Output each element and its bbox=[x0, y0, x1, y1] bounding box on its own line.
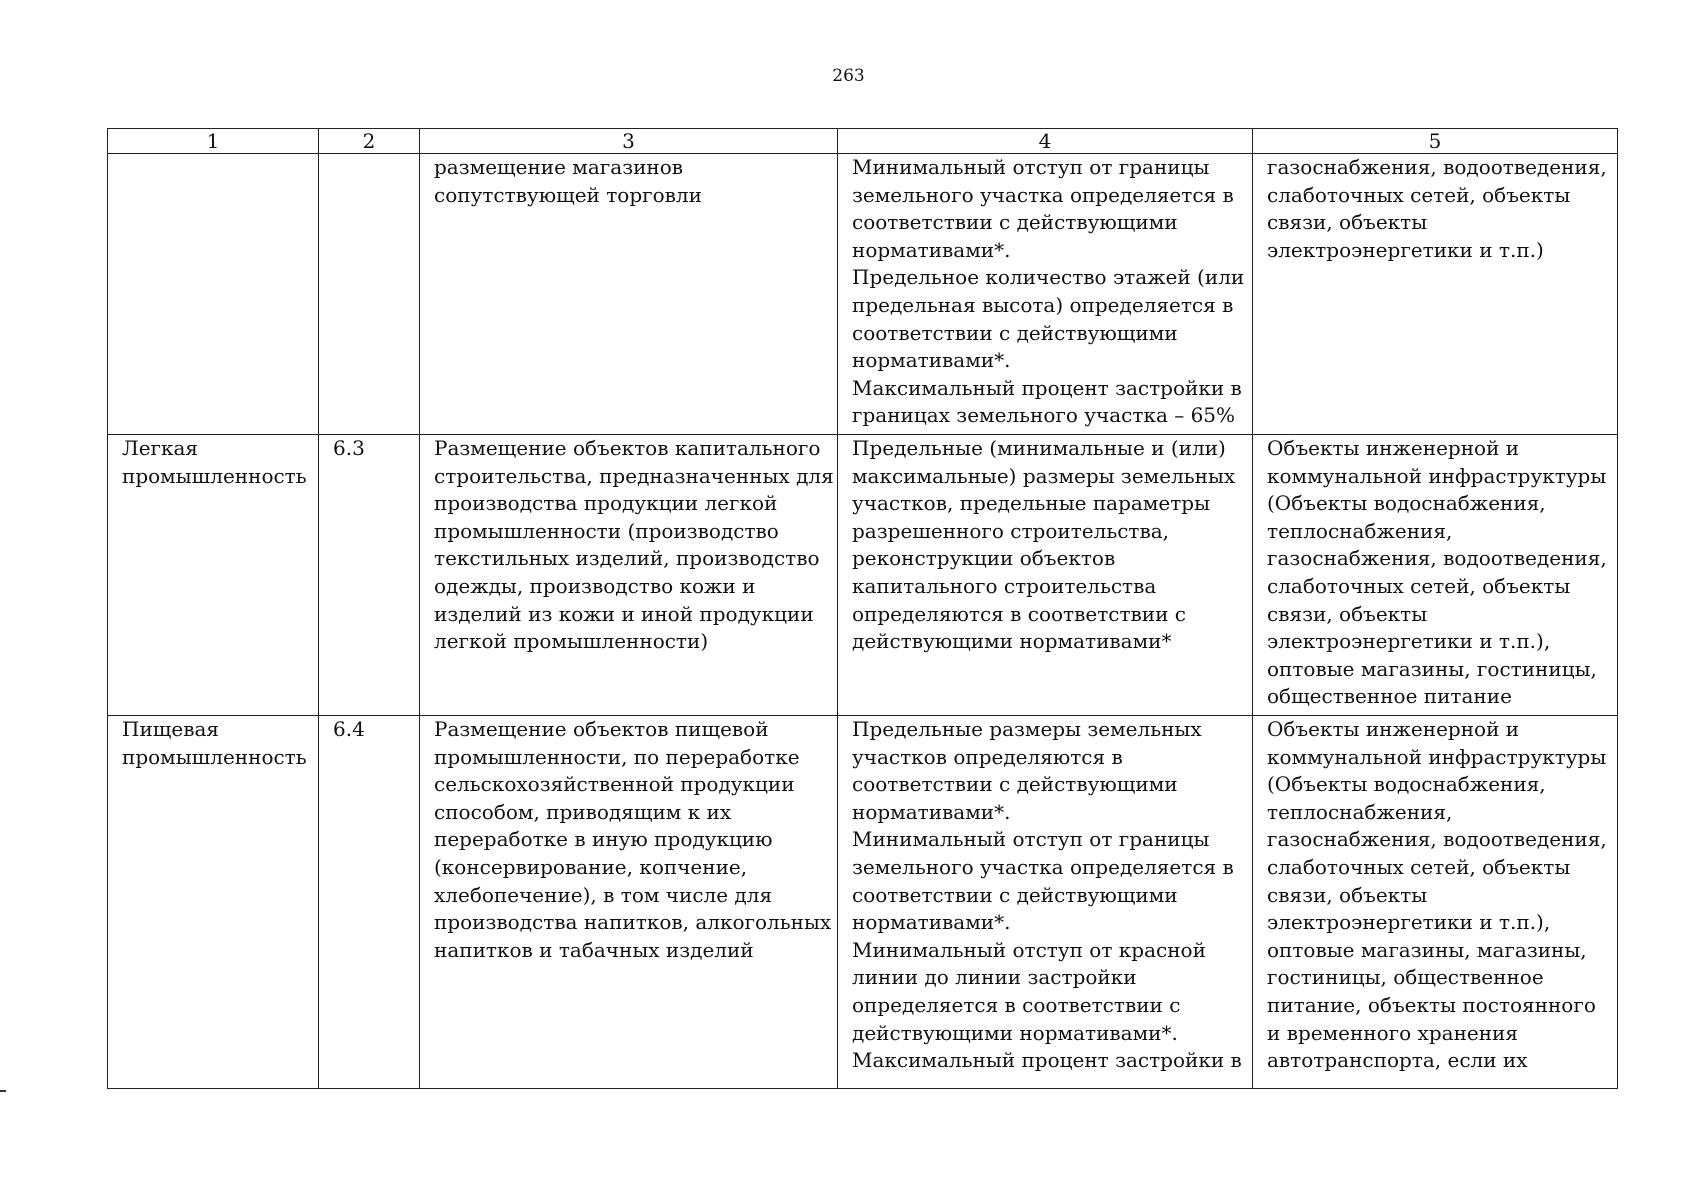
text-line: общественное питание bbox=[1267, 684, 1512, 709]
text-line: участков определяются в bbox=[852, 744, 1123, 769]
text-line: гостиницы, общественное bbox=[1267, 965, 1544, 990]
cell-parameters bbox=[838, 716, 1253, 1089]
text-line: слаботочных сетей, объекты bbox=[1267, 182, 1571, 207]
text-line: и временного хранения bbox=[1267, 1020, 1519, 1045]
text-line: земельного участка определяется в bbox=[852, 182, 1234, 207]
cell-use-name bbox=[108, 716, 319, 1089]
text-line: Размещение объектов пищевой bbox=[434, 717, 769, 741]
text-line: переработке в иную продукцию bbox=[434, 827, 773, 852]
text-line: электроэнергетики и т.п.) bbox=[1267, 237, 1544, 262]
table-row bbox=[108, 435, 1618, 716]
text-line: газоснабжения, водоотведения, bbox=[1267, 827, 1607, 852]
text-line: нормативами*. bbox=[852, 910, 1011, 935]
text-line: коммунальной инфраструктуры bbox=[1267, 744, 1607, 769]
text-line: слаботочных сетей, объекты bbox=[1267, 573, 1571, 598]
text-line: разрешенного строительства, bbox=[852, 518, 1170, 543]
text-line: (Объекты водоснабжения, bbox=[1267, 491, 1546, 516]
text-line: теплоснабжения, bbox=[1267, 799, 1453, 824]
text-line: Объекты инженерной и bbox=[1267, 717, 1520, 741]
text-line: слаботочных сетей, объекты bbox=[1267, 854, 1571, 879]
text-line: нормативами*. bbox=[852, 799, 1011, 824]
text-line: производства напитков, алкогольных bbox=[434, 910, 832, 935]
cell-use-code bbox=[319, 716, 420, 1089]
text-line: Размещение объектов капитального bbox=[434, 436, 821, 460]
text-line: электроэнергетики и т.п.), bbox=[1267, 910, 1551, 935]
table-header bbox=[108, 129, 1618, 154]
page-number: 263 bbox=[832, 66, 865, 86]
text-line: связи, объекты bbox=[1267, 210, 1428, 235]
cell-auxiliary-uses bbox=[1253, 716, 1618, 1089]
text-line: сопутствующей торговли bbox=[434, 182, 702, 207]
column-header-4: 4 bbox=[838, 129, 1253, 154]
text-line: Минимальный отступ от красной bbox=[852, 937, 1206, 962]
text-line: коммунальной инфраструктуры bbox=[1267, 463, 1607, 488]
table-body bbox=[108, 154, 1618, 1089]
text-line: 6.3 bbox=[333, 436, 365, 460]
column-header-5: 5 bbox=[1253, 129, 1618, 154]
scan-margin-mark bbox=[0, 1090, 6, 1092]
text-line: текстильных изделий, производство bbox=[434, 546, 820, 571]
text-line: размещение магазинов bbox=[434, 155, 684, 179]
text-line: соответствии с действующими bbox=[852, 210, 1178, 235]
text-line: промышленность bbox=[122, 463, 307, 488]
text-line: Предельное количество этажей (или bbox=[852, 265, 1245, 290]
text-line: (Объекты водоснабжения, bbox=[1267, 772, 1546, 797]
cell-use-code bbox=[319, 435, 420, 716]
cell-use-name bbox=[108, 154, 319, 435]
cell-parameters bbox=[838, 154, 1253, 435]
text-line: напитков и табачных изделий bbox=[434, 937, 754, 962]
text-line: автотранспорта, если их bbox=[1267, 1048, 1528, 1073]
text-line: Легкая bbox=[122, 436, 199, 460]
text-line: границах земельного участка – 65% bbox=[852, 403, 1236, 428]
cell-description bbox=[420, 716, 838, 1089]
text-line: нормативами*. bbox=[852, 348, 1011, 373]
column-header-1: 1 bbox=[108, 129, 319, 154]
regulations-table bbox=[107, 128, 1618, 1089]
text-line: Предельные (минимальные и (или) bbox=[852, 436, 1226, 460]
text-line: участков, предельные параметры bbox=[852, 491, 1211, 516]
text-line: Минимальный отступ от границы bbox=[852, 827, 1210, 852]
text-line: способом, приводящим к их bbox=[434, 799, 732, 824]
text-line: действующими нормативами* bbox=[852, 629, 1172, 654]
text-line: соответствии с действующими bbox=[852, 882, 1178, 907]
text-line: одежды, производство кожи и bbox=[434, 573, 756, 598]
text-line: производства продукции легкой bbox=[434, 491, 778, 516]
text-line: капитального строительства bbox=[852, 573, 1157, 598]
cell-use-code bbox=[319, 154, 420, 435]
text-line: промышленности (производство bbox=[434, 518, 779, 543]
text-line: Минимальный отступ от границы bbox=[852, 155, 1210, 179]
text-line: промышленность bbox=[122, 744, 307, 769]
text-line: максимальные) размеры земельных bbox=[852, 463, 1236, 488]
text-line: (консервирование, копчение, bbox=[434, 854, 748, 879]
cell-use-name bbox=[108, 435, 319, 716]
table-row bbox=[108, 716, 1618, 1089]
table-row bbox=[108, 154, 1618, 435]
text-line: 6.4 bbox=[333, 717, 365, 741]
text-line: строительства, предназначенных для bbox=[434, 463, 834, 488]
text-line: газоснабжения, водоотведения, bbox=[1267, 155, 1607, 179]
text-line: соответствии с действующими bbox=[852, 320, 1178, 345]
text-line: хлебопечение), в том числе для bbox=[434, 882, 773, 907]
text-line: Максимальный процент застройки в bbox=[852, 1048, 1242, 1073]
text-line: определяются в соответствии с bbox=[852, 601, 1187, 626]
text-line: Предельные размеры земельных bbox=[852, 717, 1202, 741]
text-line: Пищевая bbox=[122, 717, 220, 741]
text-line: предельная высота) определяется в bbox=[852, 292, 1234, 317]
text-line: легкой промышленности) bbox=[434, 629, 709, 654]
cell-description bbox=[420, 435, 838, 716]
text-line: соответствии с действующими bbox=[852, 772, 1178, 797]
column-header-2: 2 bbox=[319, 129, 420, 154]
cell-auxiliary-uses bbox=[1253, 154, 1618, 435]
text-line: действующими нормативами*. bbox=[852, 1020, 1178, 1045]
text-line: связи, объекты bbox=[1267, 601, 1428, 626]
text-line: определяется в соответствии с bbox=[852, 992, 1181, 1017]
header-row bbox=[108, 129, 1618, 154]
text-line: связи, объекты bbox=[1267, 882, 1428, 907]
cell-parameters bbox=[838, 435, 1253, 716]
text-line: оптовые магазины, гостиницы, bbox=[1267, 656, 1597, 681]
text-line: изделий из кожи и иной продукции bbox=[434, 601, 814, 626]
text-line: сельскохозяйственной продукции bbox=[434, 772, 795, 797]
column-header-3: 3 bbox=[420, 129, 838, 154]
cell-description bbox=[420, 154, 838, 435]
text-line: Максимальный процент застройки в bbox=[852, 375, 1242, 400]
text-line: Объекты инженерной и bbox=[1267, 436, 1520, 460]
text-line: оптовые магазины, магазины, bbox=[1267, 937, 1587, 962]
cell-auxiliary-uses bbox=[1253, 435, 1618, 716]
text-line: газоснабжения, водоотведения, bbox=[1267, 546, 1607, 571]
text-line: реконструкции объектов bbox=[852, 546, 1116, 571]
text-line: электроэнергетики и т.п.), bbox=[1267, 629, 1551, 654]
text-line: линии до линии застройки bbox=[852, 965, 1137, 990]
text-line: промышленности, по переработке bbox=[434, 744, 800, 769]
text-line: теплоснабжения, bbox=[1267, 518, 1453, 543]
text-line: питание, объекты постоянного bbox=[1267, 992, 1596, 1017]
text-line: нормативами*. bbox=[852, 237, 1011, 262]
text-line: земельного участка определяется в bbox=[852, 854, 1234, 879]
